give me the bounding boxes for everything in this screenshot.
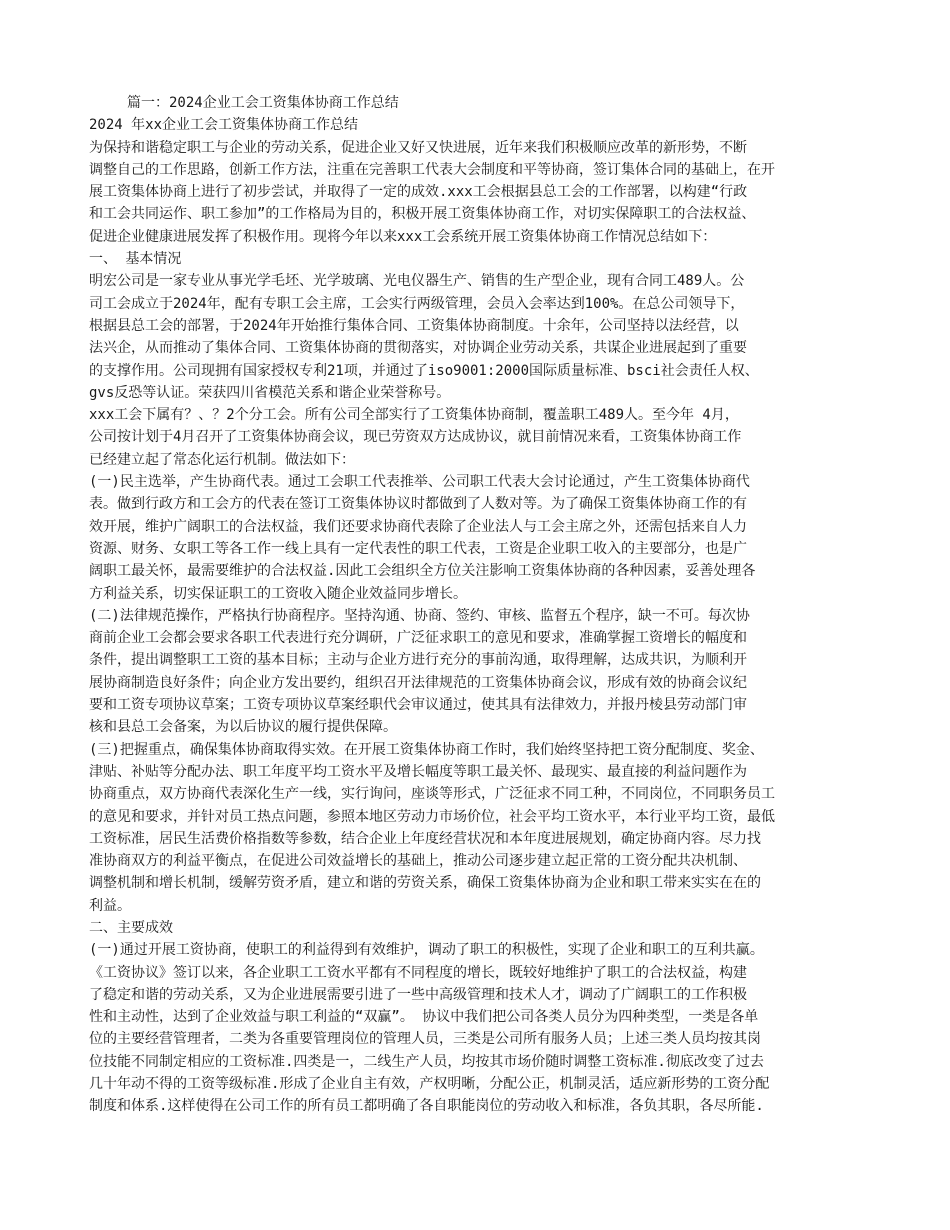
text-line: 根据县总工会的部署，于2024年开始推行集体合同、工资集体协商制度。十余年，公司坚持以法经营，以: [89, 317, 739, 334]
text-line: 法兴企，从而推动了集体合同、工资集体协商的贯彻落实，对协调企业劳动关系，共谋企业进展起到了重要: [89, 340, 747, 357]
text-line: 为保持和谐稳定职工与企业的劳动关系，促进企业又好又快进展，近年来我们积极顺应改革的新形势，不断: [89, 139, 747, 156]
text-line: 条件，提出调整职工工资的基本目标；主动与企业方进行充分的事前沟通，取得理解，达成共识，为顺利开: [89, 652, 747, 669]
text-line: 津贴、补贴等分配办法、职工年度平均工资水平及增长幅度等职工最关怀、最现实、最直接的利益问题作为: [89, 763, 747, 780]
text-line: 展工资集体协商上进行了初步尝试，并取得了一定的成效.xxx工会根据县总工会的工作部署，以构建“行政: [89, 184, 748, 201]
document-title: 2024 年xx企业工会工资集体协商工作总结: [89, 117, 359, 134]
text-line: 明宏公司是一家专业从事光学毛坯、光学玻璃、光电仪器生产、销售的生产型企业，现有合同工489人。公: [89, 273, 745, 290]
text-line: 工资标准，居民生活费价格指数等参数，结合企业上年度经营状况和本年度进展规划，确定协商内容。尽力找: [89, 830, 761, 847]
text-line: 的意见和要求，并针对员工热点问题，参照本地区劳动力市场价位，社会平均工资水平，本行业平均工资，最低: [89, 808, 775, 825]
text-line: 准协商双方的利益平衡点，在促进公司效益增长的基础上，推动公司逐步建立起正常的工资分配共决机制、: [89, 853, 747, 870]
text-line: 利益。: [89, 897, 131, 914]
text-line: 已经建立起了常态化运行机制。做法如下：: [89, 451, 355, 468]
text-line: 位技能不同制定相应的工资标准.四类是一，二线生产人员，均按其市场价随时调整工资标准.彻底改变了过去: [89, 1053, 764, 1070]
text-line: 调整自己的工作思路，创新工作方法，注重在完善职工代表大会制度和平等协商，签订集体合同的基础上，在开: [89, 161, 775, 178]
text-line: 调整机制和增长机制，缓解劳资矛盾，建立和谐的劳资关系，确保工资集体协商为企业和职工带来实实在在的: [89, 875, 761, 892]
text-line: (三)把握重点，确保集体协商取得实效。在开展工资集体协商工作时，我们始终坚持把工资分配制度、奖金、: [89, 741, 764, 758]
text-line: 促进企业健康进展发挥了积极作用。现将今年以来xxx工会系统开展工资集体协商工作情况总结如下：: [89, 228, 717, 245]
text-line: 效开展，维护广阔职工的合法权益，我们还要求协商代表除了企业法人与工会主席之外，还需包括来自人力: [89, 518, 747, 535]
text-line: gvs反恐等认证。荣获四川省模范关系和谐企业荣誉称号。: [89, 384, 451, 401]
text-line: 几十年动不得的工资等级标准.形成了企业自主有效，产权明晰，分配公正，机制灵活，适应新形势的工资分配: [89, 1076, 770, 1093]
text-line: 表。做到行政方和工会方的代表在签订工资集体协议时都做到了人数对等。为了确保工资集体协商工作的有: [89, 496, 747, 513]
text-line: 方利益关系，切实保证职工的工资收入随企业效益同步增长。: [89, 585, 467, 602]
section-heading: 二、主要成效: [89, 919, 173, 936]
section-heading: 一、 基本情况: [89, 251, 182, 268]
text-line: 商前企业工会都会要求各职工代表进行充分调研，广泛征求职工的意见和要求，准确掌握工资增长的幅度和: [89, 630, 747, 647]
document-heading: 篇一：2024企业工会工资集体协商工作总结: [127, 95, 399, 111]
text-line: 核和县总工会备案，为以后协议的履行提供保障。: [89, 719, 397, 736]
text-line: 制度和体系.这样使得在公司工作的所有员工都明确了各自职能岗位的劳动收入和标准，各负其职，各尽所能.: [89, 1098, 764, 1115]
text-line: 的支撑作用。公司现拥有国家授权专利21项，并通过了iso9001:2000国际质量标准、bsci社会责任人权、: [89, 362, 759, 379]
text-line: (一)通过开展工资协商，使职工的利益得到有效维护，调动了职工的积极性，实现了企业和职工的互利共赢。: [89, 942, 764, 959]
text-line: 和工会共同运作、职工参加”的工作格局为目的，积极开展工资集体协商工作，对切实保障职工的合法权益、: [89, 206, 756, 223]
text-line: 司工会成立于2024年，配有专职工会主席，工会实行两级管理，会员入会率达到100%。在总公司领导下，: [89, 295, 745, 312]
text-line: 展协商制造良好条件；向企业方发出要约，组织召开法律规范的工资集体协商会议，形成有效的协商会议纪: [89, 674, 747, 691]
document-page: [89, 92, 869, 1118]
text-line: 《工资协议》签订以来，各企业职工工资水平都有不同程度的增长，既较好地维护了职工的合法权益，构建: [89, 964, 747, 981]
text-line: 性和主动性，达到了企业效益与职工利益的“双赢”。 协议中我们把公司各类人员分为四种类型，一类是各单: [89, 1009, 759, 1026]
text-line: (一)民主选举，产生协商代表。通过工会职工代表推举、公司职工代表大会讨论通过，产生工资集体协商代: [89, 474, 750, 491]
text-line: (二)法律规范操作，严格执行协商程序。坚持沟通、协商、签约、审核、监督五个程序，缺一不可。每次协: [89, 607, 750, 624]
text-line: 资源、财务、女职工等各工作一线上具有一定代表性的职工代表，工资是企业职工收入的主要部分，也是广: [89, 540, 747, 557]
text-line: 阔职工最关怀，最需要维护的合法权益.因此工会组织全方位关注影响工资集体协商的各种因素，妥善处理各: [89, 563, 756, 580]
text-line: 位的主要经营管理者，二类为各重要管理岗位的管理人员，三类是公司所有服务人员；上述三类人员均按其岗: [89, 1031, 761, 1048]
text-line: 要和工资专项协议草案；工资专项协议草案经职代会审议通过，使其具有法律效力，并报丹棱县劳动部门审: [89, 697, 747, 714]
text-line: 公司按计划于4月召开了工资集体协商会议，现已劳资双方达成协议，就目前情况来看，工资集体协商工作: [89, 429, 742, 446]
text-line: 了稳定和谐的劳动关系，又为企业进展需要引进了一些中高级管理和技术人才，调动了广阔职工的工作积极: [89, 986, 747, 1003]
text-line: xxx工会下属有？、？2个分工会。所有公司全部实行了工资集体协商制，覆盖职工489人。至今年 4月，: [89, 407, 739, 424]
text-line: 协商重点，双方协商代表深化生产一线，实行询问，座谈等形式，广泛征求不同工种，不同岗位，不同职务员工: [89, 786, 775, 803]
